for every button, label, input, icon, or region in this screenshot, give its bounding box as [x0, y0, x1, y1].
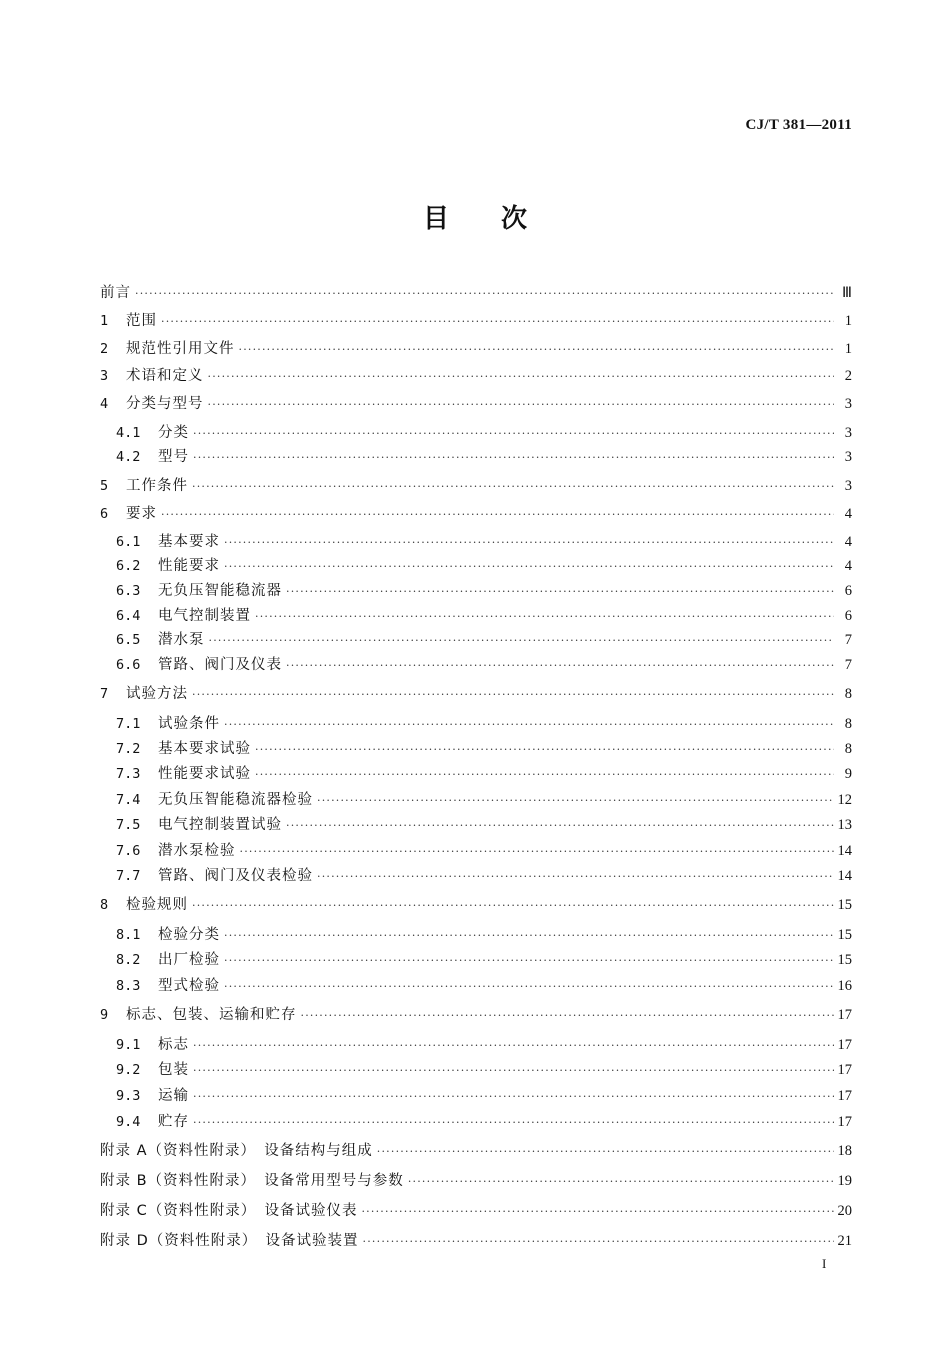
toc-entry-page: 19 — [837, 1173, 852, 1189]
toc-entry-page: 17 — [837, 1062, 852, 1078]
toc-entry-title: 管路、阀门及仪表 — [158, 657, 282, 673]
title-char-2: 次 — [501, 204, 528, 234]
toc-entry-page: 17 — [837, 1037, 852, 1053]
toc-entry[interactable]: 1 范围 ····· 1 — [100, 311, 852, 331]
toc-entry[interactable]: 7.7 管路、阀门及仪表检验 ····· 14 — [100, 866, 852, 886]
toc-entry[interactable]: 4 分类与型号 ····· 3 — [100, 394, 852, 414]
toc-entry-page: 17 — [837, 1007, 852, 1023]
toc-entry-page: 6 — [844, 583, 852, 599]
toc-entry-title: 无负压智能稳流器检验 — [158, 792, 313, 808]
toc-entry[interactable] — [100, 1201, 852, 1221]
toc-entry[interactable]: 7.6 潜水泵检验 ····· 14 — [100, 841, 852, 861]
toc-entry-title: 出厂检验 — [158, 952, 220, 968]
toc-entry-page: 7 — [844, 657, 852, 673]
toc-entry[interactable]: 8.2 出厂检验 ····· 15 — [100, 950, 852, 970]
toc-entry-page: 17 — [837, 1088, 852, 1104]
toc-entry-title: 前言 — [100, 285, 131, 301]
toc-entry-page: Ⅲ — [842, 285, 852, 301]
toc-entry[interactable]: 9.1 标志 ····· 17 — [100, 1035, 852, 1055]
toc-entry[interactable]: 9 标志、包装、运输和贮存 ····· 17 — [100, 1005, 852, 1025]
toc-entry-page: 4 — [844, 534, 852, 550]
toc-entry-title: 电气控制装置试验 — [158, 817, 282, 833]
toc-entry[interactable]: 6 要求 ····· 4 — [100, 504, 852, 524]
toc-entry[interactable]: 5 工作条件 ····· 3 — [100, 476, 852, 496]
toc-entry-title: 术语和定义 — [126, 368, 204, 384]
toc-entry[interactable]: 7.5 电气控制装置试验 ····· 13 — [100, 815, 852, 835]
toc-entry-page: 7 — [844, 632, 852, 648]
toc-entry-title: 电气控制装置 — [158, 608, 251, 624]
toc-entry-page: 3 — [844, 478, 852, 494]
toc-entry-page: 8 — [844, 686, 852, 702]
toc-entry-title: 基本要求 — [158, 534, 220, 550]
toc-entry[interactable]: 6.1 基本要求 ····· 4 — [100, 532, 852, 552]
toc-entry-title: 试验条件 — [158, 716, 220, 732]
toc-entry-title: 附录 B（资料性附录） 设备常用型号与参数 — [100, 1173, 404, 1189]
toc-entry-title: 包装 — [158, 1062, 189, 1078]
toc-entry-title: 工作条件 — [126, 478, 188, 494]
toc-entry-title: 检验分类 — [158, 927, 220, 943]
toc-entry[interactable]: 4.1 分类 ····· 3 — [100, 423, 852, 443]
toc-entry-page: 4 — [844, 558, 852, 574]
toc-entry[interactable]: 6.3 无负压智能稳流器 ····· 6 — [100, 581, 852, 601]
toc-entry[interactable]: 9.2 包装 ····· 17 — [100, 1060, 852, 1080]
toc-entry[interactable]: 7.4 无负压智能稳流器检验 ····· 12 — [100, 790, 852, 810]
title-char-1: 目 — [422, 204, 449, 234]
toc-entry-title: 性能要求 — [158, 558, 220, 574]
toc-entry-title: 分类与型号 — [126, 396, 204, 412]
toc-entry[interactable]: 2 规范性引用文件 ····· 1 — [100, 339, 852, 359]
standard-number: CJ/T 381—2011 — [745, 117, 852, 133]
toc-entry-title: 附录 C（资料性附录） 设备试验仪表 — [100, 1203, 358, 1219]
toc-entry-page: 15 — [837, 927, 852, 943]
toc-entry-page: 4 — [844, 506, 852, 522]
toc-entry-page: 3 — [844, 396, 852, 412]
toc-entry-title: 无负压智能稳流器 — [158, 583, 282, 599]
toc-entry-title: 贮存 — [158, 1114, 189, 1130]
toc-entry-page: 20 — [837, 1203, 852, 1219]
toc-entry-title: 分类 — [158, 425, 189, 441]
toc-entry-title: 检验规则 — [126, 897, 188, 913]
toc-entry[interactable]: 7.3 性能要求试验 ····· 9 — [100, 764, 852, 784]
toc-entry[interactable]: 9.3 运输 ····· 17 — [100, 1086, 852, 1106]
toc-entry-page: 14 — [837, 868, 852, 884]
toc-entry-title: 规范性引用文件 — [126, 341, 235, 357]
toc-entry-title: 性能要求试验 — [158, 766, 251, 782]
toc-entry-page: 15 — [837, 897, 852, 913]
toc-entry-page: 3 — [844, 425, 852, 441]
toc-entry[interactable]: 7.1 试验条件 ····· 8 — [100, 714, 852, 734]
toc-entry-page: 9 — [844, 766, 852, 782]
toc-entry-page: 1 — [844, 341, 852, 357]
toc-entry-title: 范围 — [126, 313, 157, 329]
toc-entry-page: 17 — [837, 1114, 852, 1130]
toc-entry-title: 要求 — [126, 506, 157, 522]
toc-entry[interactable]: 8 检验规则 ····· 15 — [100, 895, 852, 915]
toc-entry[interactable] — [100, 283, 852, 303]
toc-entry[interactable]: 3 术语和定义 ····· 2 — [100, 366, 852, 386]
toc-entry-page: 21 — [837, 1233, 852, 1249]
toc-entry-title: 标志、包装、运输和贮存 — [126, 1007, 297, 1023]
toc-entry[interactable]: 8.1 检验分类 ····· 15 — [100, 925, 852, 945]
toc-entry[interactable] — [100, 1231, 852, 1251]
toc-entry[interactable]: 7 试验方法 ····· 8 — [100, 684, 852, 704]
toc-entry-title: 潜水泵检验 — [158, 843, 236, 859]
toc-entry-page: 18 — [837, 1143, 852, 1159]
toc-entry-title: 基本要求试验 — [158, 741, 251, 757]
toc-entry-page: 12 — [837, 792, 852, 808]
toc-entry[interactable] — [100, 1141, 852, 1161]
page-title — [0, 198, 950, 235]
toc-entry-page: 16 — [837, 978, 852, 994]
toc-entry-page: 2 — [844, 368, 852, 384]
toc-entry-title: 附录 D（资料性附录） 设备试验装置 — [100, 1233, 359, 1249]
page-number: I — [822, 1256, 827, 1271]
toc-entry[interactable]: 9.4 贮存 ····· 17 — [100, 1112, 852, 1132]
toc-entry-page: 14 — [837, 843, 852, 859]
toc-entry[interactable]: 7.2 基本要求试验 ····· 8 — [100, 739, 852, 759]
toc-entry-title: 试验方法 — [126, 686, 188, 702]
toc-entry[interactable]: 6.2 性能要求 ····· 4 — [100, 556, 852, 576]
toc-entry-title: 型式检验 — [158, 978, 220, 994]
toc-entry-page: 15 — [837, 952, 852, 968]
toc-entry-title: 管路、阀门及仪表检验 — [158, 868, 313, 884]
toc-entry-page: 3 — [844, 449, 852, 465]
toc-entry[interactable]: 8.3 型式检验 ····· 16 — [100, 976, 852, 996]
toc-entry-page: 8 — [844, 716, 852, 732]
toc-entry-title: 运输 — [158, 1088, 189, 1104]
toc-entry-title: 附录 A（资料性附录） 设备结构与组成 — [100, 1143, 373, 1159]
toc-entry-page: 8 — [844, 741, 852, 757]
toc-entry[interactable] — [100, 1171, 852, 1191]
toc-entry[interactable]: 6.5 潜水泵 ····· 7 — [100, 630, 852, 650]
toc-entry-page: 6 — [844, 608, 852, 624]
toc-entry-page: 13 — [837, 817, 852, 833]
toc-entry-title: 标志 — [158, 1037, 189, 1053]
toc-entry-page: 1 — [844, 313, 852, 329]
toc-entry[interactable]: 4.2 型号 ····· 3 — [100, 447, 852, 467]
toc-entry[interactable]: 6.4 电气控制装置 ····· 6 — [100, 606, 852, 626]
toc-entry-title: 型号 — [158, 449, 189, 465]
toc-entry-title: 潜水泵 — [158, 632, 205, 648]
toc-entry[interactable]: 6.6 管路、阀门及仪表 ····· 7 — [100, 655, 852, 675]
